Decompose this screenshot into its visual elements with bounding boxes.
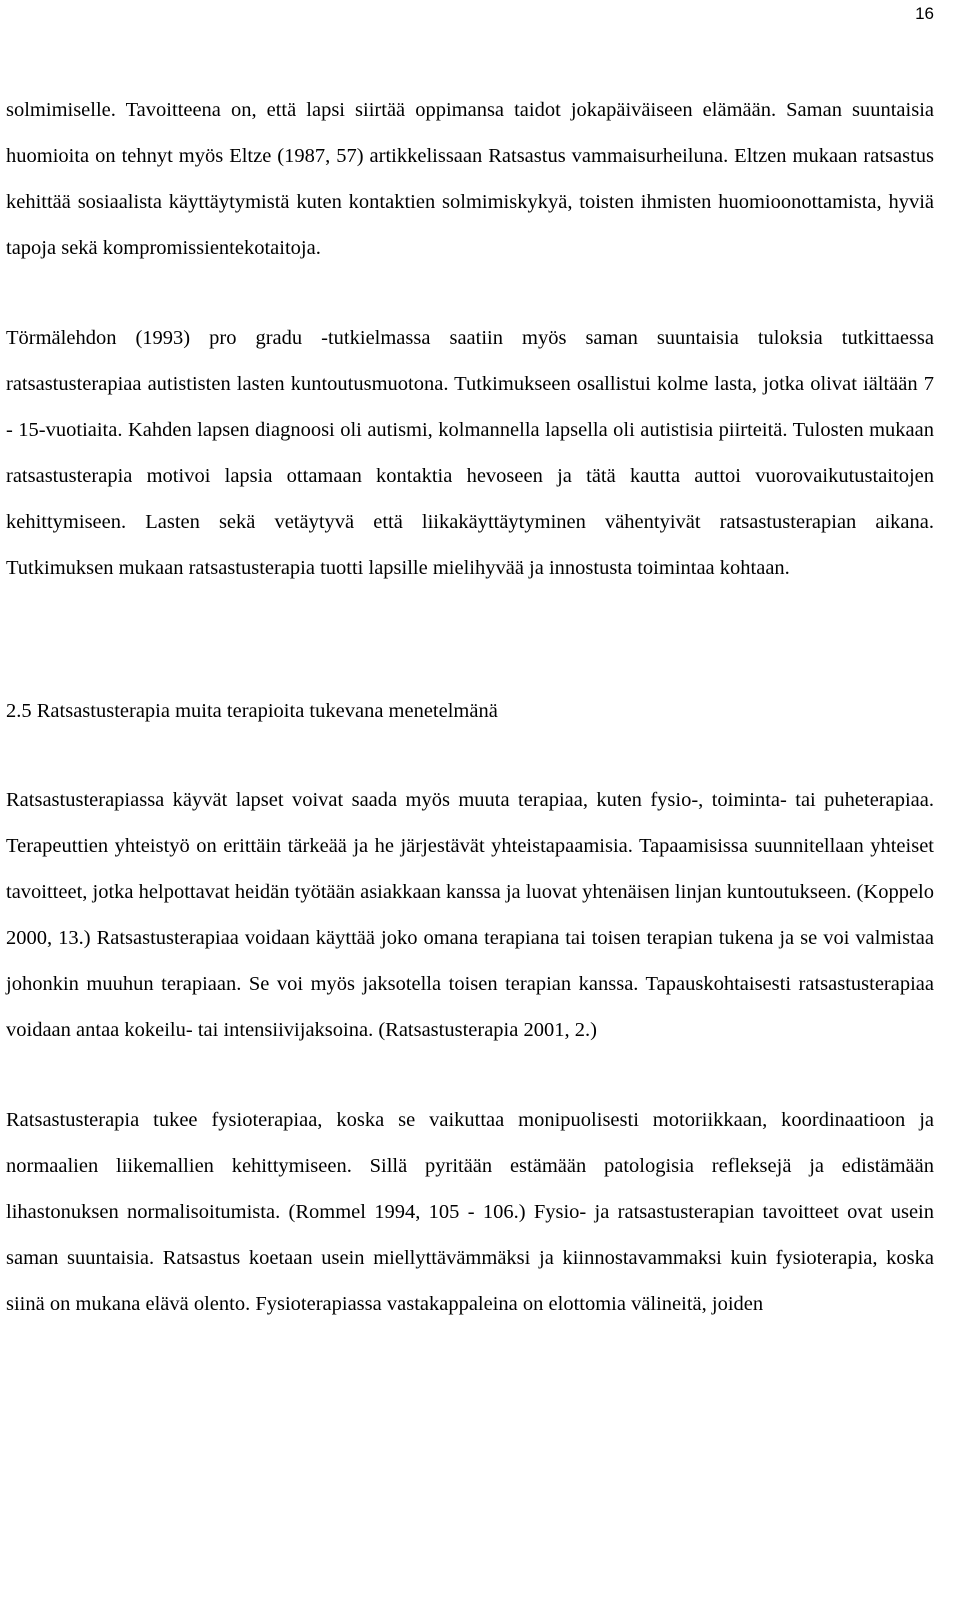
heading-spacer <box>6 734 934 777</box>
page-number: 16 <box>915 4 934 23</box>
paragraph-autism-study: Törmälehdon (1993) pro gradu -tutkielmassa saatiin myös saman suuntaisia tuloksia tutkittaessa ratsastusterapiaa autististen lasten kuntoutusmuotona. Tutkimukseen osallistui kolme lasta, jotka olivat iältään 7 - 15-vuotiaita. Kahden lapsen diagnoosi oli autismi, kolmannella lapsella oli autistisia piirteitä. Tulosten mukaan ratsastusterapia motivoi lapsia ottamaan kontaktia hevoseen ja tätä kautta auttoi vuorovaikutustaitojen kehittymiseen. Lasten sekä vetäytyvä että liikakäyttäytyminen vähentyivät ratsastusterapian aikana. Tutkimuksen mukaan ratsastusterapia tuotti lapsille mielihyvää ja innostusta toimintaa kohtaan. <box>6 327 934 579</box>
section-heading: 2.5 Ratsastusterapia muita terapioita tukevana menetelmänä <box>6 700 498 722</box>
section-spacer <box>6 591 934 688</box>
paragraph-physiotherapy: Ratsastusterapia tukee fysioterapiaa, koska se vaikuttaa monipuolisesti motoriikkaan, koordinaatioon ja normaalien liikemallien kehittymiseen. Sillä pyritään estämään patologisia refleksejä ja edistämään lihastonuksen normalisoitumista. (Rommel 1994, 105 - 106.) Fysio- ja ratsastusterapian tavoitteet ovat usein saman suuntaisia. Ratsastus koetaan usein miellyttävämmäksi ja kiinnostavammaksi kuin fysioterapia, koska siinä on mukana elävä olento. Fysioterapiassa vastakappaleina on elottomia välineitä, joiden <box>6 1109 934 1315</box>
paragraph-spacer <box>6 271 934 315</box>
paragraph-spacer <box>6 1053 934 1097</box>
paragraph-other-therapies: Ratsastusterapiassa käyvät lapset voivat saada myös muuta terapiaa, kuten fysio-, toiminta- tai puheterapiaa. Terapeuttien yhteistyö on erittäin tärkeää ja he järjestävät yhteistapaamisia. Tapaamisissa suunnitellaan yhteiset tavoitteet, jotka helpottavat heidän työtään asiakkaan kanssa ja luovat yhtenäisen linjan kuntoutukseen. (Koppelo 2000, 13.) Ratsastusterapiaa voidaan käyttää joko omana terapiana tai toisen terapian tukena ja se voi valmistaa johonkin muuhun terapiaan. Se voi myös jaksotella toisen terapian kanssa. Tapauskohtaisesti ratsastusterapiaa voidaan antaa kokeilu- tai intensiivijaksoina. (Ratsastusterapia 2001, 2.) <box>6 789 934 1041</box>
paragraph-social-behaviour: solmimiselle. Tavoitteena on, että lapsi siirtää oppimansa taidot jokapäiväiseen elämään. Saman suuntaisia huomioita on tehnyt myös Eltze (1987, 57) artikkelissaan Ratsastus vammaisurheiluna. Eltzen mukaan ratsastus kehittää sosiaalista käyttäytymistä kuten kontaktien solmimiskykyä, toisten ihmisten huomioonottamista, hyviä tapoja sekä kompromissientekotaitoja. <box>6 99 934 259</box>
document-body <box>6 87 934 1327</box>
